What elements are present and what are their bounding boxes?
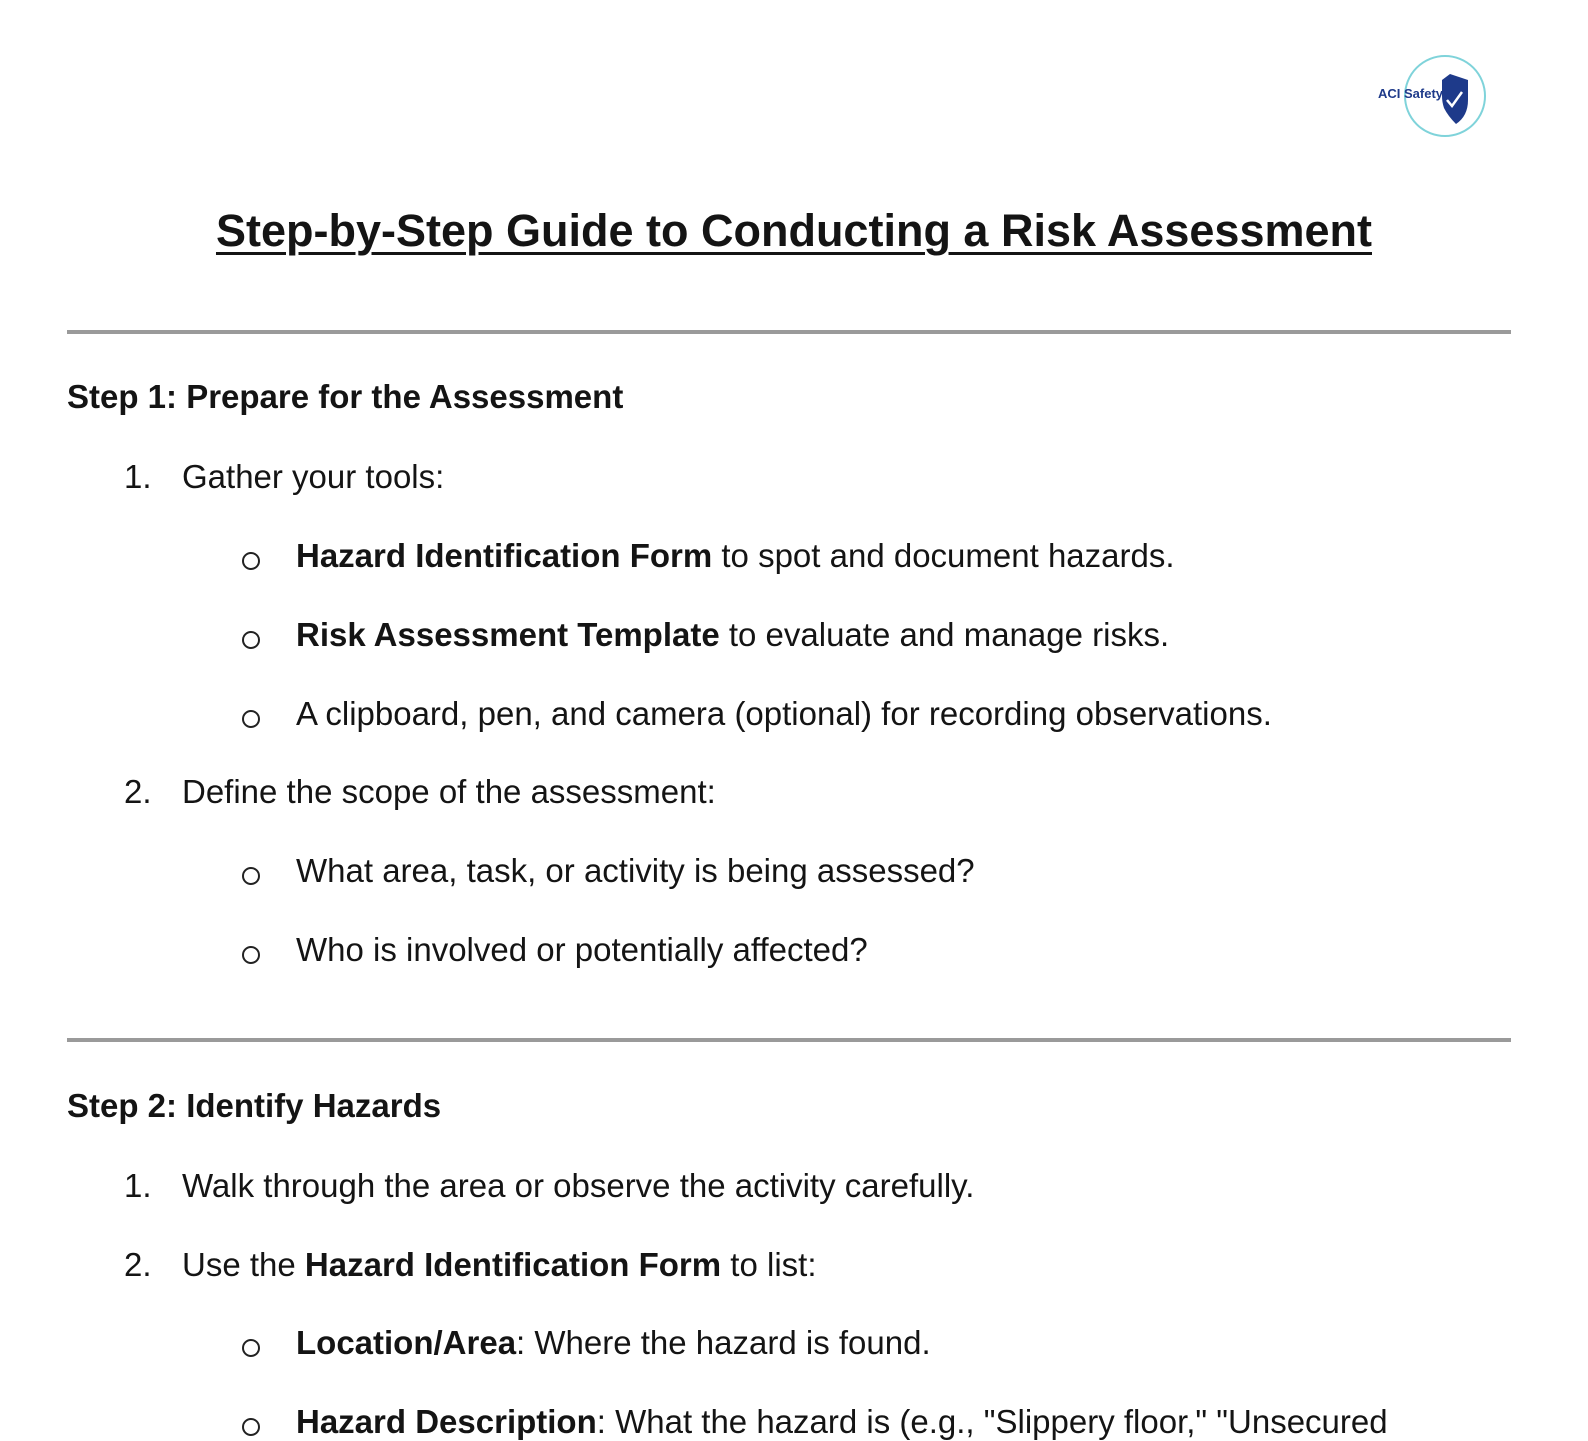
bullet-icon [242,1339,260,1357]
list-item: Hazard Description: What the hazard is (e.g., "Slippery floor," "Unsecured [296,1403,1388,1440]
list-number: 2. [124,1246,152,1283]
list-item: A clipboard, pen, and camera (optional) for recording observations. [296,695,1272,732]
bullet-icon [242,631,260,649]
list-item: Who is involved or potentially affected? [296,931,868,968]
divider [67,330,1511,334]
bold-term: Risk Assessment Template [296,616,720,653]
bold-term: Hazard Identification Form [296,537,713,574]
step2-heading: Step 2: Identify Hazards [67,1087,442,1124]
list-item: Location/Area: Where the hazard is found. [296,1324,931,1361]
step1-heading: Step 1: Prepare for the Assessment [67,378,624,415]
list-item: Use the Hazard Identification Form to list: [182,1246,817,1283]
list-item: Gather your tools: [182,458,445,495]
list-item: What area, task, or activity is being assessed? [296,852,975,889]
bullet-icon [242,710,260,728]
page-title: Step-by-Step Guide to Conducting a Risk Assessment [215,205,1372,256]
list-number: 1. [124,1167,152,1204]
divider [67,1038,1511,1042]
bold-term: Hazard Description [296,1403,597,1440]
bold-term: Hazard Identification Form [304,1246,722,1283]
list-item: Hazard Identification Form to spot and document hazards. [296,537,1175,574]
bullet-icon [242,946,260,964]
logo-text: ACI Safety [1378,86,1444,101]
bullet-icon [242,552,260,570]
list-number: 2. [124,773,152,810]
bold-term: Location/Area [296,1324,517,1361]
shield-check-icon [1442,74,1468,124]
list-item: Risk Assessment Template to evaluate and manage risks. [296,616,1170,653]
bullet-icon [242,867,260,885]
list-item: Define the scope of the assessment: [182,773,716,810]
list-number: 1. [124,458,152,495]
list-item: Walk through the area or observe the activity carefully. [182,1167,975,1204]
bullet-icon [242,1418,260,1436]
